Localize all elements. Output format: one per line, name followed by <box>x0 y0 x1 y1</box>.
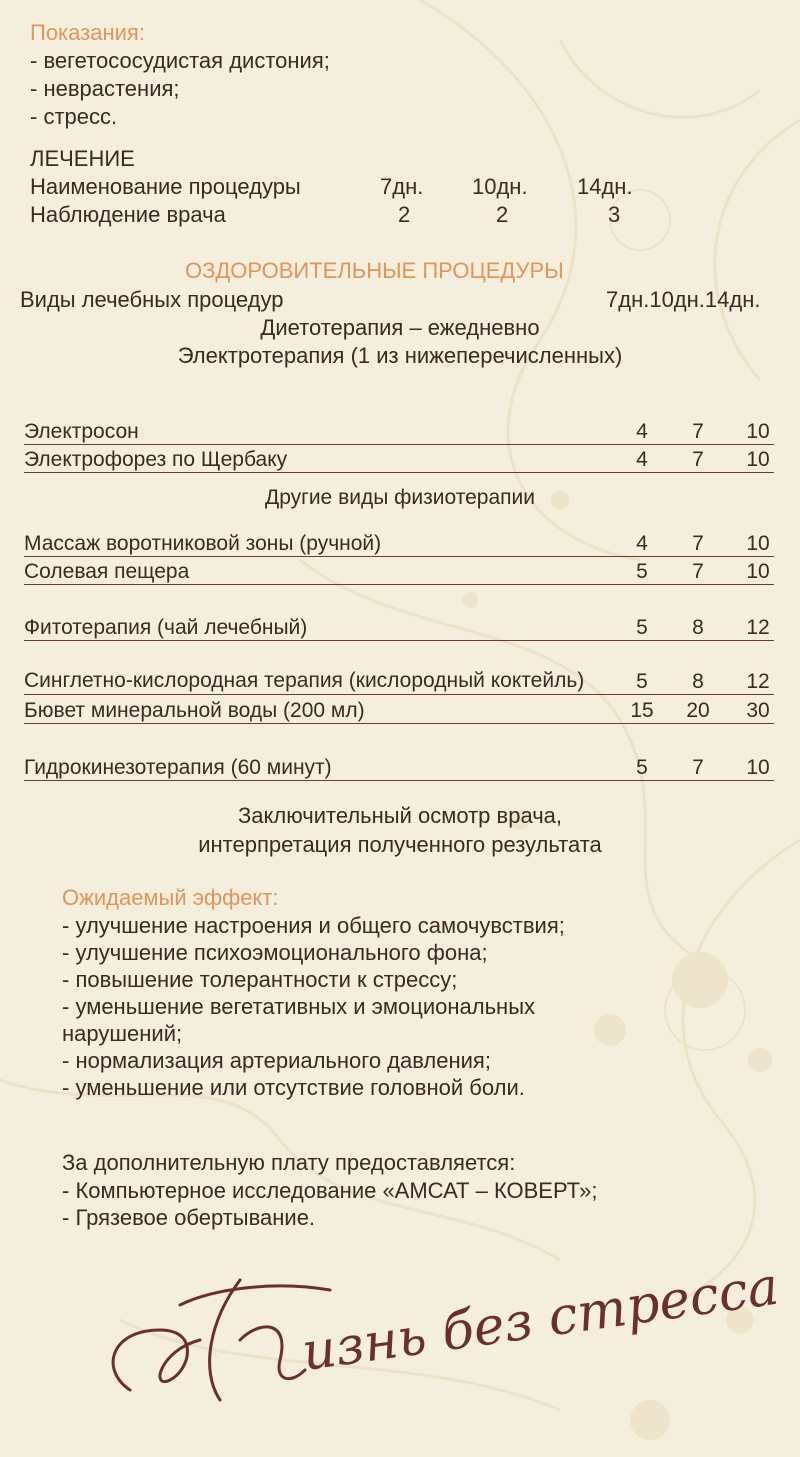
row-name: Электрофорез по Щербаку <box>24 448 288 471</box>
brand-script-title <box>90 1256 783 1420</box>
final-exam-line1: Заключительный осмотр врача, <box>237 803 563 828</box>
list-item: - улучшение настроения и общего самочувствия; <box>62 913 565 938</box>
treatment-col-10: 10дн. <box>472 174 528 199</box>
table-row <box>24 616 774 641</box>
table-row <box>24 699 774 724</box>
row-value-7: 4 <box>636 448 648 471</box>
row-name: Бювет минеральной воды (200 мл) <box>24 699 365 722</box>
doctor-10: 2 <box>496 202 509 227</box>
row-value-7: 5 <box>636 756 648 779</box>
table-row <box>24 448 774 473</box>
row-value-14: 10 <box>746 560 770 583</box>
table-row <box>24 756 774 781</box>
row-value-10: 8 <box>692 616 704 639</box>
row-value-14: 10 <box>746 756 770 779</box>
row-value-10: 20 <box>686 699 710 722</box>
row-value-7: 4 <box>636 532 648 555</box>
row-value-10: 7 <box>692 448 704 471</box>
electro-therapy: Электротерапия (1 из нижеперечисленных) <box>177 343 623 368</box>
extra-list <box>62 1177 597 1231</box>
table-row <box>24 420 774 445</box>
doctor-7: 2 <box>398 202 411 227</box>
row-value-14: 10 <box>746 448 770 471</box>
indication-item: - вегетососудистая дистония; <box>30 48 330 73</box>
row-value-7: 5 <box>636 560 648 583</box>
row-name: Синглетно-кислородная терапия (кислородный коктейль) <box>24 669 585 692</box>
row-name: Массаж воротниковой зоны (ручной) <box>24 532 382 555</box>
list-item: - Грязевое обертывание. <box>62 1205 316 1230</box>
row-value-14: 30 <box>746 699 770 722</box>
row-value-10: 7 <box>692 560 704 583</box>
doctor-label: Наблюдение врача <box>30 202 226 227</box>
procedures-heading: ОЗДОРОВИТЕЛЬНЫЕ ПРОЦЕДУРЫ <box>185 258 564 283</box>
row-value-7: 5 <box>636 670 648 693</box>
row-name: Электросон <box>24 420 139 443</box>
row-value-14: 10 <box>746 532 770 555</box>
list-item: - улучшение психоэмоционального фона; <box>62 940 488 965</box>
row-name: Гидрокинезотерапия (60 минут) <box>24 756 332 779</box>
table-row <box>24 560 774 585</box>
extra-title: За дополнительную плату предоставляется: <box>62 1150 516 1175</box>
list-item: нарушений; <box>62 1021 183 1046</box>
treatment-col-name: Наименование процедуры <box>30 174 301 199</box>
treatment-heading: ЛЕЧЕНИЕ <box>30 146 135 171</box>
doctor-14: 3 <box>608 202 621 227</box>
list-item: - нормализация артериального давления; <box>62 1048 491 1073</box>
brand-script-text: изнь без стресса <box>298 1256 783 1383</box>
indication-item: - стресс. <box>30 104 118 129</box>
list-item: - уменьшение или отсутствие головной боли. <box>62 1075 525 1100</box>
row-value-10: 7 <box>692 532 704 555</box>
treatment-col-7: 7дн. <box>380 174 424 199</box>
row-value-7: 15 <box>630 699 654 722</box>
list-item: - уменьшение вегетативных и эмоциональных <box>62 994 536 1019</box>
row-value-10: 7 <box>692 420 704 443</box>
procedures-days-header: 7дн.10дн.14дн. <box>606 287 761 312</box>
row-value-14: 12 <box>746 616 770 639</box>
row-value-10: 8 <box>692 670 704 693</box>
treatment-col-14: 14дн. <box>577 174 633 199</box>
row-name: Фитотерапия (чай лечебный) <box>24 616 308 639</box>
list-item: - Компьютерное исследование «АМСАТ – КОВЕРТ»; <box>62 1178 598 1203</box>
effect-title: Ожидаемый эффект: <box>62 885 279 910</box>
row-value-14: 10 <box>746 420 770 443</box>
effect-list <box>62 912 565 1101</box>
other-physio-heading: Другие виды физиотерапии <box>265 486 535 509</box>
row-name: Солевая пещера <box>24 560 190 583</box>
indication-item: - неврастения; <box>30 76 180 101</box>
diet-therapy: Диетотерапия – ежедневно <box>260 315 540 340</box>
row-value-10: 7 <box>692 756 704 779</box>
final-exam-line2: интерпретация полученного результата <box>198 832 602 857</box>
procedures-types-label: Виды лечебных процедур <box>20 287 284 312</box>
indications-title: Показания: <box>30 20 145 45</box>
row-value-14: 12 <box>746 670 770 693</box>
table-row <box>24 532 774 557</box>
list-item: - повышение толерантности к стрессу; <box>62 967 458 992</box>
row-value-7: 5 <box>636 616 648 639</box>
row-value-7: 4 <box>636 420 648 443</box>
table-row <box>24 644 774 695</box>
